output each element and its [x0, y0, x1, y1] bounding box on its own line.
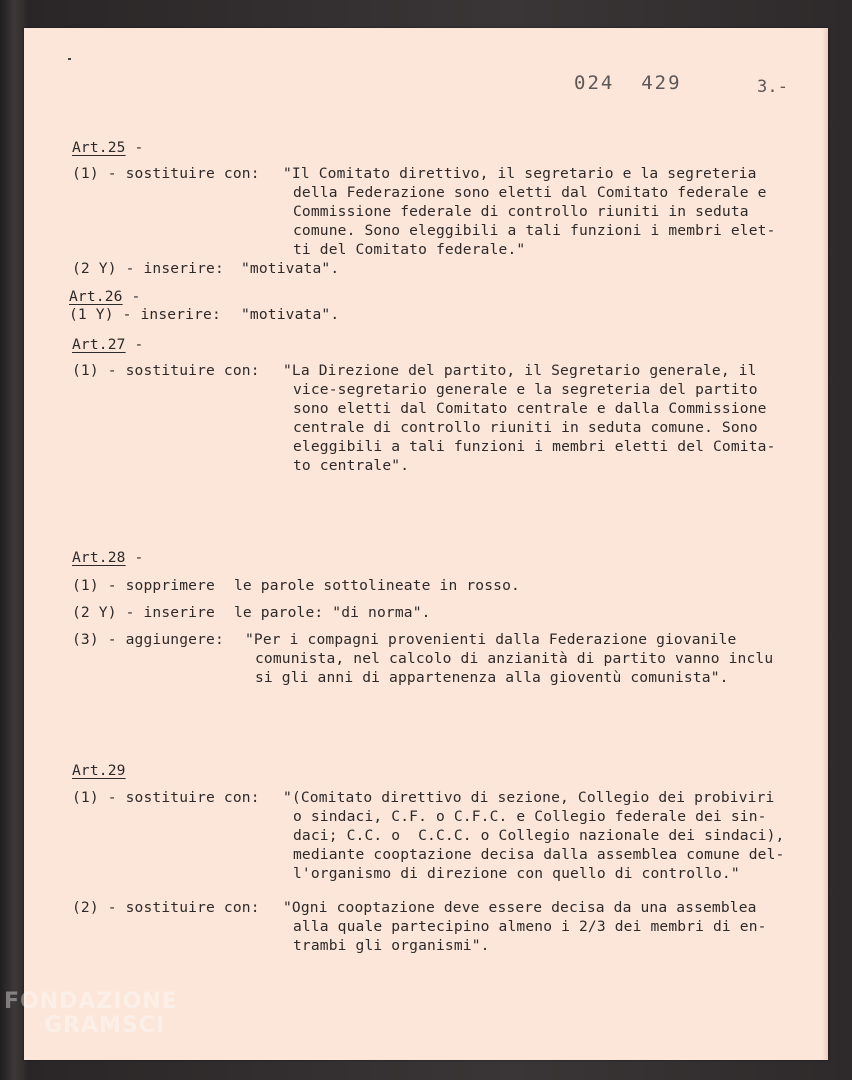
item-text-line: "La Direzione del partito, il Segretario generale, il [283, 362, 757, 379]
page-number: 3.- [757, 77, 789, 97]
item-label: (2 Y) - inserire [72, 604, 215, 621]
article-title: Art.26 [69, 288, 123, 305]
item-label: (1) - sopprimere [72, 577, 215, 594]
item-text-line: vice-segretario generale e la segreteria del partito [293, 381, 758, 398]
item-text-line: ti del Comitato federale." [293, 241, 526, 258]
item-label: (2) - sostituire con: [72, 899, 260, 916]
item-text-line: "motivata". [241, 306, 340, 323]
item-text-line: "Per i compagni provenienti dalla Federazione giovanile [245, 631, 737, 648]
item-label: (3) - aggiungere: [72, 631, 224, 648]
item-text-line: "Il Comitato direttivo, il segretario e la segreteria [283, 165, 757, 182]
item-text-line: sono eletti dal Comitato centrale e dalla Commissione [293, 400, 767, 417]
item-text-line: si gli anni di appartenenza alla gioventù comunista". [255, 669, 729, 686]
article-suffix: - [125, 336, 144, 353]
item-text-line: l'organismo di direzione con quello di controllo." [293, 865, 740, 882]
watermark-line: GRAMSCI [44, 1013, 166, 1038]
item-text-line: alla quale partecipino almeno i 2/3 dei membri di en- [293, 918, 767, 935]
item-text-line: o sindaci, C.F. o C.F.C. e Collegio federale dei sin- [293, 808, 767, 825]
item-text-line: "Ogni cooptazione deve essere decisa da una assemblea [283, 899, 757, 916]
item-label: (2 Y) - inserire: [72, 260, 224, 277]
item-label: (1 Y) - inserire: [69, 306, 221, 323]
article-heading [72, 548, 144, 567]
article-heading [72, 761, 126, 780]
item-label: (1) - sostituire con: [72, 362, 260, 379]
item-text-line: le parole sottolineate in rosso. [234, 577, 520, 594]
article-suffix: - [125, 549, 144, 566]
item-text-line: "(Comitato direttivo di sezione, Collegio dei probiviri [283, 789, 775, 806]
article-title: Art.25 [72, 139, 126, 156]
item-text-line: della Federazione sono eletti dal Comitato federale e [293, 184, 767, 201]
archive-number: 024 429 [574, 72, 682, 94]
item-text-line: centrale di controllo riuniti in seduta comune. Sono [293, 419, 758, 436]
article-suffix: - [125, 139, 144, 156]
item-text-line: to centrale". [293, 457, 410, 474]
article-suffix: - [122, 288, 141, 305]
item-text-line: comunista, nel calcolo di anzianità di partito vanno inclu [255, 650, 774, 667]
item-label: (1) - sostituire con: [72, 165, 260, 182]
item-text-line: eleggibili a tali funzioni i membri eletti del Comita- [293, 438, 776, 455]
item-text-line: daci; C.C. o C.C.C. o Collegio nazionale dei sindaci), [293, 827, 785, 844]
article-title: Art.29 [72, 762, 126, 779]
article-heading [69, 287, 141, 306]
item-text-line: Commissione federale di controllo riuniti in seduta [293, 203, 749, 220]
article-title: Art.28 [72, 549, 126, 566]
article-heading [72, 138, 144, 157]
article-heading [72, 335, 144, 354]
item-text-line: "motivata". [241, 260, 340, 277]
ink-speck [68, 58, 71, 60]
item-text-line: mediante cooptazione decisa dalla assemblea comune del- [293, 846, 785, 863]
item-label: (1) - sostituire con: [72, 789, 260, 806]
item-text-line: le parole: "di norma". [234, 604, 431, 621]
item-text-line: trambi gli organismi". [293, 937, 490, 954]
item-text-line: comune. Sono eleggibili a tali funzioni i membri elet- [293, 222, 776, 239]
watermark-line: FONDAZIONE [4, 989, 178, 1014]
article-title: Art.27 [72, 336, 126, 353]
archive-watermark-logo [4, 990, 224, 1038]
